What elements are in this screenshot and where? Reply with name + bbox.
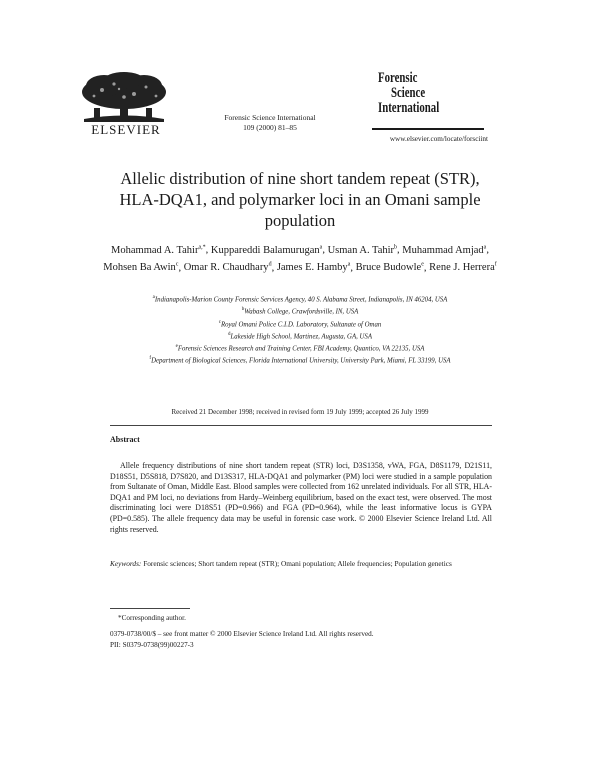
author: Muhammad Amjad$^a$ (402, 244, 487, 256)
author: Rene J. Herrera$^f$ (429, 261, 497, 273)
received-dates: Received 21 December 1998; received in revised form 19 July 1999; accepted 26 July 1999 (171, 408, 429, 416)
author: Bruce Budowle$^e$ (355, 261, 424, 273)
journal-brand-line-1: Forensic (378, 70, 418, 86)
affiliation-list (118, 293, 482, 367)
abstract-text: Allele frequency distributions of nine short tandem repeat (STR) loci, D3S1358, vWA, FGA, D8S1179, D21S11, D18S51, D5S818, D7S820, and D13S317, HLA-DQA1 and polymarker (PM) loci were studied in a sample population from Sultanate of Oman, Middle East. Blood samples were collected from 162 unrelated individuals. For all STR, HLA-DQA1 and PM loci, no deviations from Hardy–Weinberg equilibrium, based on the exact test, were observed. The most discriminating loci were D18S51 (PD=0.966) and FGA (PD=0.964), while the least informative locus is GYPA (PD=0.585). The allele frequency data may be useful in forensic case work. © 2000 Elsevier Science Ireland Ltd. All rights reserved. (110, 461, 492, 534)
keywords (110, 559, 492, 569)
publisher-wordmark: ELSEVIER (91, 122, 161, 137)
abstract-divider (110, 425, 492, 426)
brand-divider (372, 128, 484, 130)
keywords-text: Forensic sciences; Short tandem repeat (STR); Omani population; Allele frequencies; Population genetics (143, 559, 452, 568)
journal-brand-logo (378, 71, 453, 129)
author: James E. Hamby$^a$ (276, 261, 351, 273)
author: Usman A. Tahir$^b$ (327, 244, 398, 256)
affiliation: $^c$Royal Omani Police C.I.D. Laboratory, Sultanate of Oman (218, 319, 382, 328)
journal-name: Forensic Science International (224, 113, 316, 122)
affiliation: $^d$Lakeside High School, Martinez, Augusta, GA, USA (228, 331, 372, 341)
author-list: Mohammad A. Tahir$^{a,*}$, Kuppareddi Balamurugan$^a$, Usman A. Tahir$^b$, Muhammad Amjad$^a$, Mohsen Ba Awin$^c$, Omar R. Chaudhary$^d$, James E. Hamby$^a$, Bruce Budowle$^e$, Rene J. Herrera$^f$ (103, 244, 497, 273)
journal-reference (200, 113, 340, 133)
journal-url[interactable]: www.elsevier.com/locate/forsciint (389, 135, 488, 143)
keywords-label: Keywords: (110, 559, 142, 568)
affiliation: $^f$Department of Biological Sciences, Florida International University, University Park, Miami, FL 33199, USA (149, 356, 451, 365)
author: Omar R. Chaudhary$^d$ (183, 261, 272, 273)
journal-volume-pages: 109 (2000) 81–85 (243, 123, 297, 132)
pii-line: PII: S0379-0738(99)00227-3 (110, 641, 194, 649)
abstract-heading: Abstract (110, 435, 140, 444)
article-title: Allelic distribution of nine short tandem repeat (STR), HLA-DQA1, and polymarker loci in an Omani sample population (119, 169, 481, 230)
author: Kuppareddi Balamurugan$^a$ (210, 244, 323, 256)
copyright-line: 0379-0738/00/$ – see front matter © 2000 Elsevier Science Ireland Ltd. All rights reserved. (110, 630, 374, 638)
author: Mohsen Ba Awin$^c$ (103, 261, 179, 273)
journal-brand-line-3: International (378, 100, 440, 116)
affiliation: $^b$Wabash College, Crawfordsville, IN, USA (241, 307, 359, 316)
affiliation: $^e$Forensic Sciences Research and Training Center, FBI Academy, Quantico, VA 22135, USA (175, 344, 425, 353)
journal-brand-line-2: Science (390, 85, 426, 101)
footnote-divider (110, 608, 190, 609)
affiliation: $^a$Indianapolis-Marion County Forensic Services Agency, 40 S. Alabama Street, Indianapolis, IN 46204, USA (152, 295, 448, 304)
author: Mohammad A. Tahir$^{a,*}$ (111, 244, 206, 256)
corresponding-author-note: *Corresponding author. (118, 614, 186, 622)
